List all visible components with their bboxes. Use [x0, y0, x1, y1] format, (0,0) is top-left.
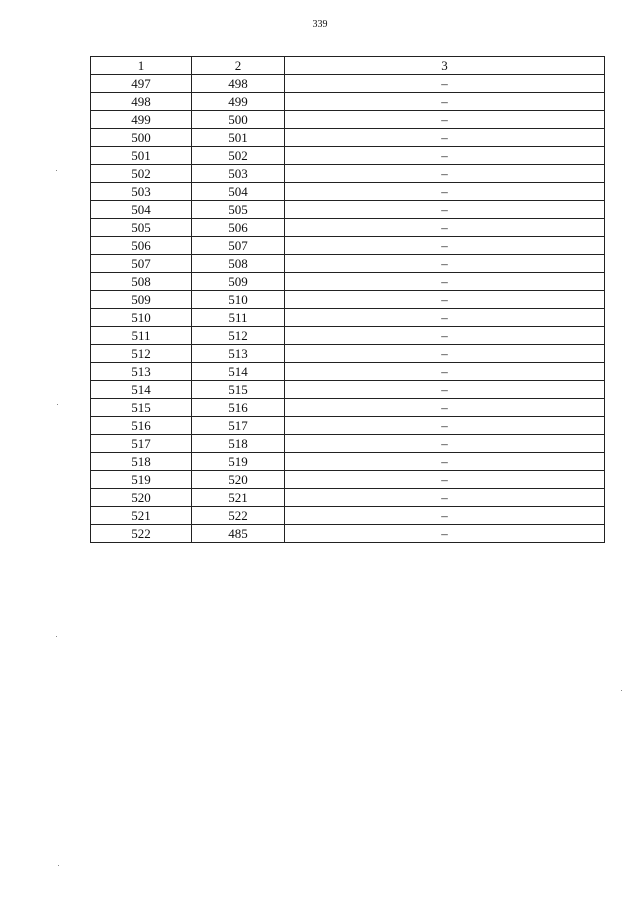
table-cell-col-1: 503: [91, 183, 192, 201]
scan-speck: [57, 404, 58, 405]
table-row: [91, 255, 605, 273]
table-cell-col-1: 500: [91, 129, 192, 147]
table-cell-col-1: 512: [91, 345, 192, 363]
table-row: [91, 327, 605, 345]
table-cell-col-2: 522: [192, 507, 285, 525]
scan-speck: [621, 690, 622, 691]
table-cell-col-1: 511: [91, 327, 192, 345]
table-cell-col-1: 517: [91, 435, 192, 453]
table-row: [91, 111, 605, 129]
table-cell-col-3: –: [285, 237, 605, 255]
table-cell-col-3: –: [285, 417, 605, 435]
table-cell-col-3: –: [285, 507, 605, 525]
table-cell-col-1: 501: [91, 147, 192, 165]
table-row: [91, 147, 605, 165]
table-cell-col-3: –: [285, 399, 605, 417]
table-row: [91, 309, 605, 327]
table-cell-col-2: 503: [192, 165, 285, 183]
table-row: [91, 75, 605, 93]
table-cell-col-2: 511: [192, 309, 285, 327]
table-cell-col-2: 516: [192, 399, 285, 417]
table-row: [91, 471, 605, 489]
table-row: [91, 453, 605, 471]
table-cell-col-1: 516: [91, 417, 192, 435]
table-cell-col-3: –: [285, 327, 605, 345]
table-cell-col-2: 519: [192, 453, 285, 471]
table-row: [91, 525, 605, 543]
header-row: [91, 57, 605, 75]
column-header-1: 1: [91, 57, 192, 75]
table-cell-col-2: 514: [192, 363, 285, 381]
table-cell-col-3: –: [285, 273, 605, 291]
table-row: [91, 363, 605, 381]
table-cell-col-3: –: [285, 219, 605, 237]
table-cell-col-1: 497: [91, 75, 192, 93]
table-cell-col-3: –: [285, 183, 605, 201]
table-row: [91, 381, 605, 399]
table-cell-col-1: 505: [91, 219, 192, 237]
table-cell-col-1: 521: [91, 507, 192, 525]
table-cell-col-1: 507: [91, 255, 192, 273]
table-cell-col-1: 502: [91, 165, 192, 183]
table-cell-col-2: 498: [192, 75, 285, 93]
scan-speck: [58, 865, 59, 866]
table-row: [91, 219, 605, 237]
table-cell-col-3: –: [285, 147, 605, 165]
table-cell-col-2: 504: [192, 183, 285, 201]
table-cell-col-2: 515: [192, 381, 285, 399]
table-cell-col-1: 515: [91, 399, 192, 417]
table-cell-col-3: –: [285, 201, 605, 219]
table-cell-col-2: 501: [192, 129, 285, 147]
coordinates-table: [90, 56, 605, 543]
page-number: 339: [312, 19, 328, 30]
table-row: [91, 417, 605, 435]
table-row: [91, 201, 605, 219]
table-cell-col-3: –: [285, 75, 605, 93]
table-cell-col-1: 519: [91, 471, 192, 489]
table-cell-col-3: –: [285, 345, 605, 363]
table-cell-col-2: 499: [192, 93, 285, 111]
table-cell-col-1: 513: [91, 363, 192, 381]
table-cell-col-2: 509: [192, 273, 285, 291]
table-cell-col-1: 504: [91, 201, 192, 219]
table-cell-col-1: 506: [91, 237, 192, 255]
table-cell-col-2: 518: [192, 435, 285, 453]
table-cell-col-3: –: [285, 435, 605, 453]
table-row: [91, 129, 605, 147]
column-header-2: 2: [192, 57, 285, 75]
table-body: [91, 75, 605, 543]
table-row: [91, 273, 605, 291]
table-cell-col-3: –: [285, 309, 605, 327]
table-row: [91, 237, 605, 255]
table-cell-col-2: 500: [192, 111, 285, 129]
table-cell-col-2: 517: [192, 417, 285, 435]
table-cell-col-1: 498: [91, 93, 192, 111]
table-cell-col-1: 508: [91, 273, 192, 291]
table-cell-col-1: 514: [91, 381, 192, 399]
table-row: [91, 93, 605, 111]
table-header: [91, 57, 605, 75]
table-cell-col-3: –: [285, 381, 605, 399]
table-cell-col-1: 499: [91, 111, 192, 129]
scan-speck: [56, 636, 57, 637]
table-cell-col-3: –: [285, 255, 605, 273]
table-row: [91, 345, 605, 363]
table-cell-col-2: 520: [192, 471, 285, 489]
table-cell-col-3: –: [285, 165, 605, 183]
table-cell-col-3: –: [285, 93, 605, 111]
table-row: [91, 291, 605, 309]
table-cell-col-2: 502: [192, 147, 285, 165]
table-cell-col-3: –: [285, 471, 605, 489]
table-cell-col-3: –: [285, 291, 605, 309]
table-cell-col-3: –: [285, 129, 605, 147]
table-cell-col-1: 522: [91, 525, 192, 543]
table-row: [91, 165, 605, 183]
table-row: [91, 183, 605, 201]
table-cell-col-3: –: [285, 453, 605, 471]
table-row: [91, 507, 605, 525]
table-cell-col-2: 512: [192, 327, 285, 345]
scan-speck: [56, 170, 57, 171]
table-cell-col-1: 509: [91, 291, 192, 309]
table-cell-col-2: 507: [192, 237, 285, 255]
table-cell-col-3: –: [285, 525, 605, 543]
table-cell-col-2: 521: [192, 489, 285, 507]
table-cell-col-3: –: [285, 111, 605, 129]
table-cell-col-1: 520: [91, 489, 192, 507]
table-cell-col-2: 505: [192, 201, 285, 219]
table-row: [91, 489, 605, 507]
column-header-3: 3: [285, 57, 605, 75]
table-cell-col-1: 510: [91, 309, 192, 327]
table-cell-col-2: 485: [192, 525, 285, 543]
table-cell-col-2: 513: [192, 345, 285, 363]
table-cell-col-3: –: [285, 489, 605, 507]
table-row: [91, 435, 605, 453]
table-cell-col-3: –: [285, 363, 605, 381]
table-cell-col-1: 518: [91, 453, 192, 471]
table-row: [91, 399, 605, 417]
table-cell-col-2: 506: [192, 219, 285, 237]
table-cell-col-2: 510: [192, 291, 285, 309]
table-cell-col-2: 508: [192, 255, 285, 273]
